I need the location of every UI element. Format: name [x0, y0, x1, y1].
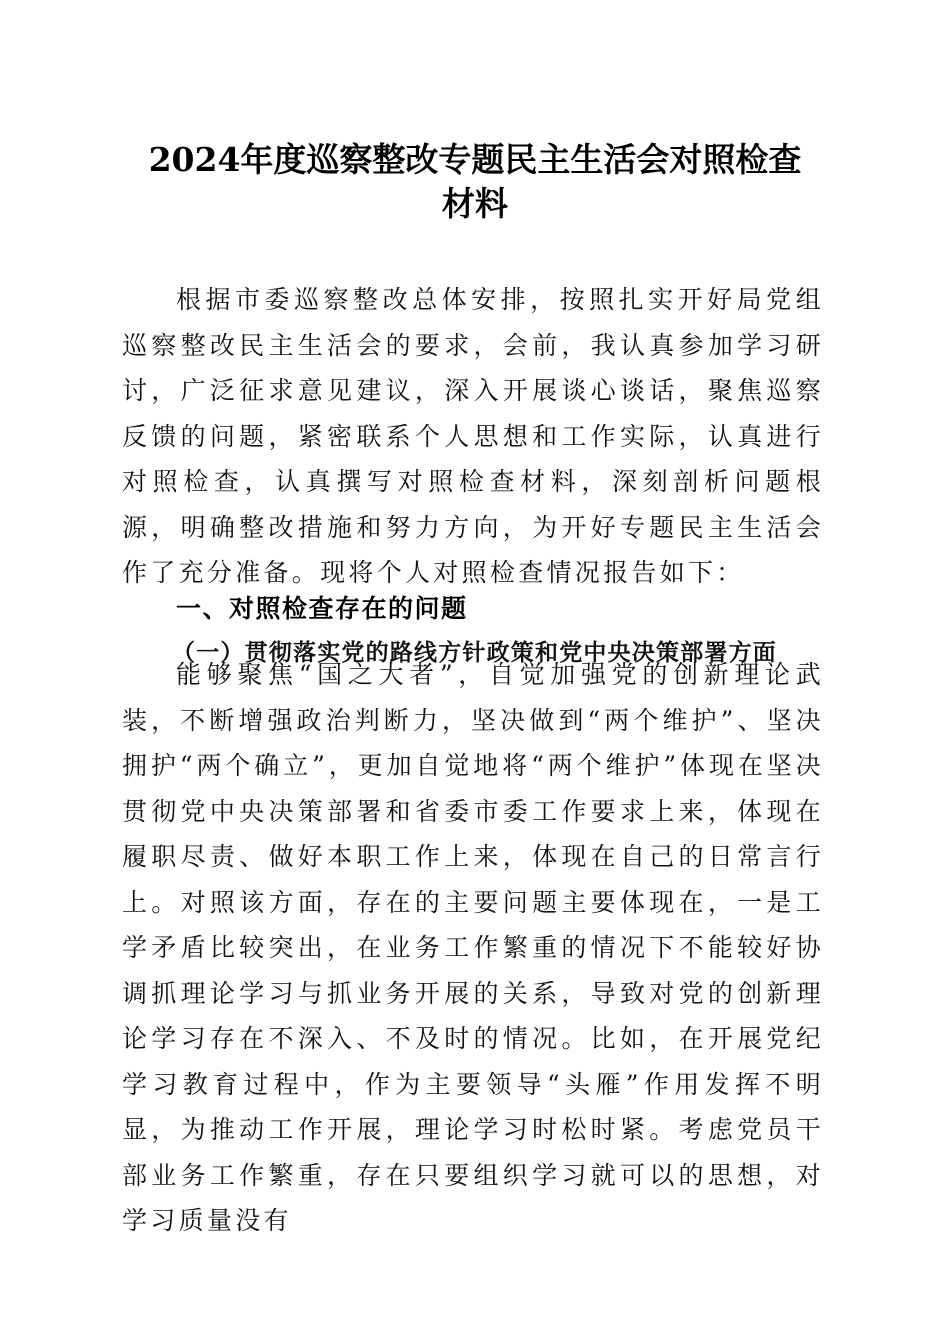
subsection-heading-policy: （一）贯彻落实党的路线方针政策和党中央决策部署方面: [172, 639, 777, 666]
document-title-line-2: 材料: [442, 184, 508, 223]
subsection-paragraph: 能够聚焦“国之大者”，自觉加强党的创新理论武装，不断增强政治判断力，坚决做到“两个维护”、坚决拥护“两个确立”，更加自觉地将“两个维护”体现在坚决贯彻党中央决策部署和省委市委工作要求上来，体现在履职尽责、做好本职工作上来，体现在自己的日常言行上。对照该方面，存在的主要问题主要体现在，一是工学矛盾比较突出，在业务工作繁重的情况下不能较好协调抓理论学习与抓业务开展的关系，导致对党的创新理论学习存在不深入、不及时的情况。比如，在开展党纪学习教育过程中，作为主要领导“头雁”作用发挥不明显，为推动工作开展，理论学习时松时紧。考虑党员干部业务工作繁重，存在只要组织学习就可以的思想，对学习质量没有: [122, 660, 824, 1235]
document-title-line-1: 2024年度巡察整改专题民主生活会对照检查: [148, 140, 802, 179]
section-heading-problems: 一、对照检查存在的问题: [176, 594, 468, 623]
intro-paragraph: 根据市委巡察整改总体安排，按照扎实开好局党组巡察整改民主生活会的要求，会前，我认真参加学习研讨，广泛征求意见建议，深入开展谈心谈话，聚焦巡察反馈的问题，紧密联系个人思想和工作实际，认真进行对照检查，认真撰写对照检查材料，深刻剖析问题根源，明确整改措施和努力方向，为开好专题民主生活会作了充分准备。现将个人对照检查情况报告如下：: [122, 285, 824, 587]
